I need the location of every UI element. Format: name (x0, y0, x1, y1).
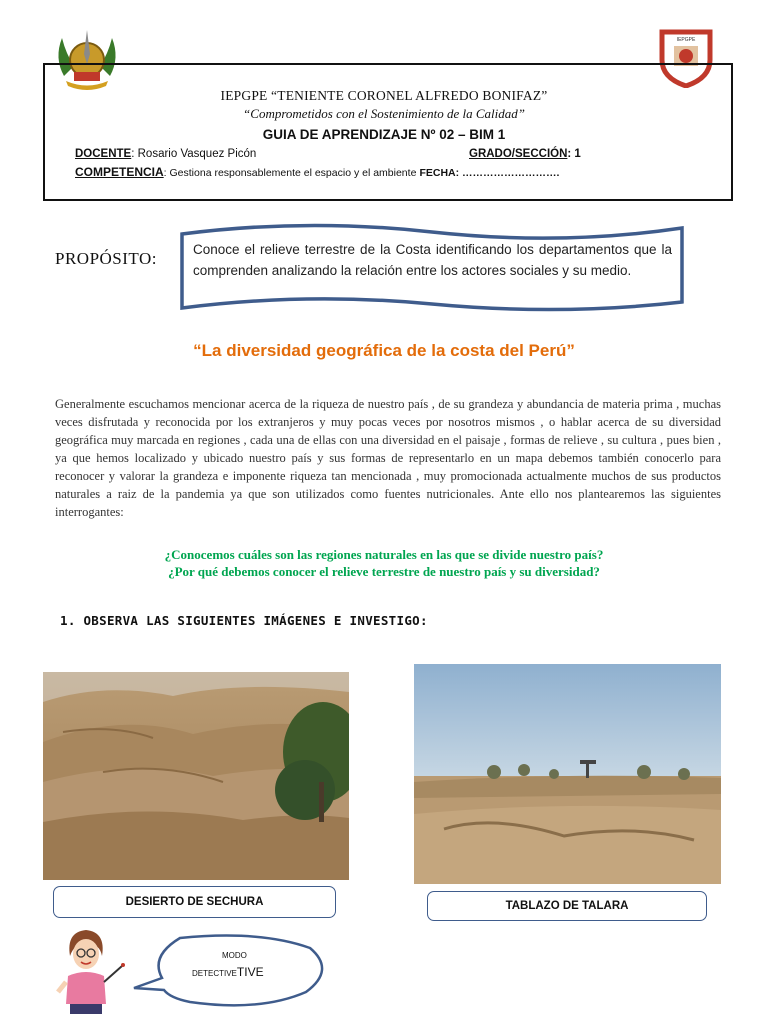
competencia-value: : Gestiona responsablemente el espacio y el ambiente (163, 167, 417, 179)
bubble-detective: DETECTIVE (192, 969, 237, 978)
docente-label: DOCENTE (75, 148, 132, 160)
instruction-heading: 1. OBSERVA LAS SIGUIENTES IMÁGENES E INVESTIGO: (60, 613, 428, 628)
teacher-cartoon-icon (56, 926, 130, 1018)
caption-tablazo: TABLAZO DE TALARA (427, 891, 707, 921)
fecha-label: FECHA (419, 167, 456, 179)
question-1: ¿Conocemos cuáles son las regiones naturales en las que se divide nuestro país? (164, 547, 604, 562)
competencia-row (75, 165, 559, 179)
docente-row (75, 148, 256, 160)
docente-value: : Rosario Vasquez Picón (131, 148, 257, 160)
competencia-label: COMPETENCIA (75, 165, 164, 179)
school-motto: “Comprometidos con el Sostenimiento de la Calidad” (243, 106, 525, 121)
fecha-value: : ………………………. (455, 167, 560, 179)
grado-row (469, 148, 581, 160)
proposito-label: PROPÓSITO: (55, 249, 157, 268)
svg-text:IEPGPE: IEPGPE (676, 37, 696, 43)
question-2: ¿Por qué debemos conocer el relieve terrestre de nuestro país y su diversidad? (168, 564, 600, 579)
bubble-tive: TIVE (236, 965, 264, 979)
intro-paragraph: Generalmente escuchamos mencionar acerca de la riqueza de nuestro país , de su grandeza y abundancia de materia prima , muchas veces disfrutada y reconocida por los extranjeros y muy pocas veces por nosotros mismos , o hablar acerca de su diversidad geográfica muy marcada en regiones , cada una de ellas con una diversidad en el paisaje , formas de relieve , su cultura , pues bien , ya que hemos localizado y ubicado nuestro país y sus formas de representarlo en un mapa debemos también conocerlo para reconocer y valorar la grandeza e imponente riqueza tan mencionada , muy promocionada actualmente muchos de sus productos naturales a raiz de la pandemia ya que son utilizados como fuentes nutricionales. Ante ello nos plantearemos las siguientes interrogantes: (55, 397, 721, 519)
grado-label: GRADO/SECCIÓN (469, 148, 568, 160)
bubble-line1: MODO (222, 951, 247, 960)
school-name: IEPGPE “TENIENTE CORONEL ALFREDO BONIFAZ” (220, 88, 548, 103)
desert-photo (43, 672, 349, 880)
tablazo-photo (414, 664, 721, 884)
caption-desierto: DESIERTO DE SECHURA (53, 886, 336, 918)
bubble-line2 (192, 963, 264, 981)
page-title: “La diversidad geográfica de la costa del Perú” (193, 341, 575, 360)
grado-value: : 1 (567, 148, 581, 160)
guide-title: GUIA DE APRENDIZAJE Nº 02 – BIM 1 (262, 127, 506, 142)
proposito-text: Conoce el relieve terrestre de la Costa identificando los departamentos que la comprenden analizando la relación entre los actores sociales y su medio. (193, 242, 672, 278)
